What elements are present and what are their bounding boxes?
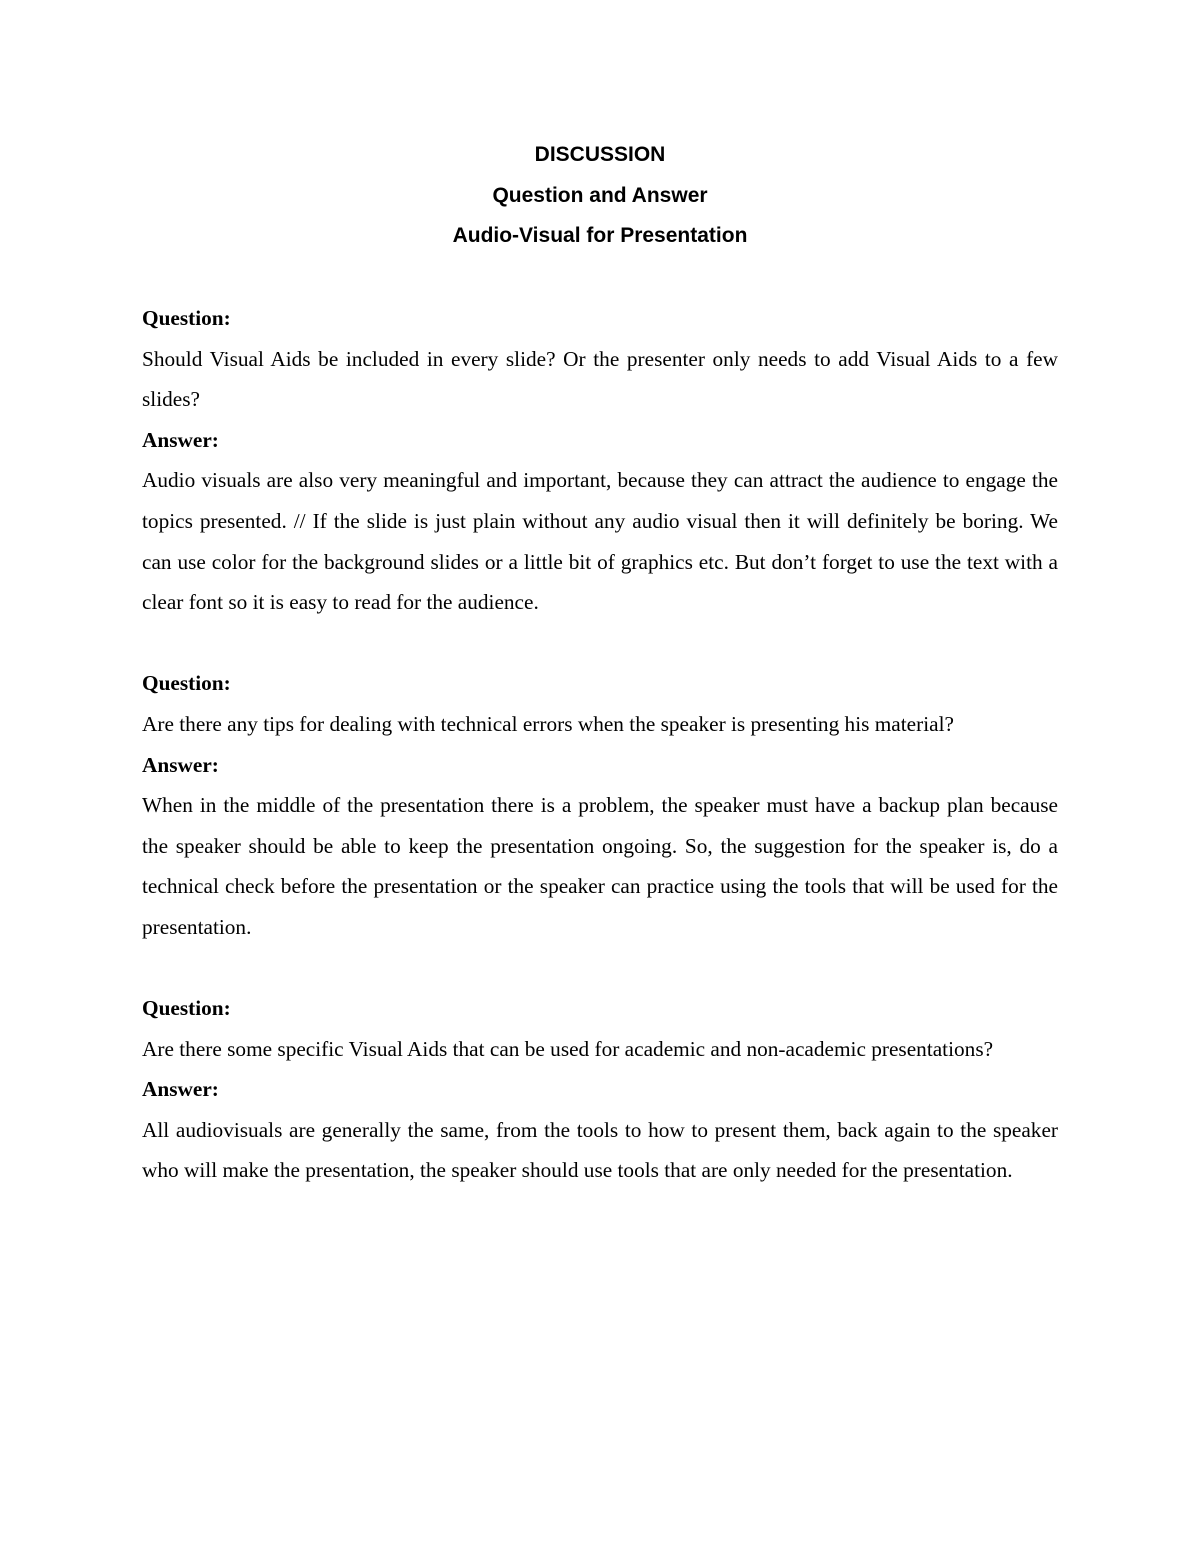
document-subtitle: Question and Answer bbox=[492, 183, 708, 207]
qa-block-1 bbox=[142, 298, 1058, 623]
document-title: DISCUSSION bbox=[534, 143, 666, 166]
question-label: Question: bbox=[142, 306, 231, 330]
document-header bbox=[0, 138, 1200, 260]
question-label: Question: bbox=[142, 671, 231, 696]
answer-label: Answer: bbox=[142, 1077, 219, 1102]
answer-label: Answer: bbox=[142, 752, 219, 777]
answer-text: All audiovisuals are generally the same, from the tools to how to present them, back again to the speaker who will make the presentation, the speaker should use tools that are only needed for the presentation. bbox=[142, 1117, 1058, 1183]
answer-text: When in the middle of the presentation there is a problem, the speaker must have a backup plan because the speaker should be able to keep the presentation ongoing. So, the suggestion for the speaker is, do a technical check before the presentation or the speaker can practice using the tools that will be used for the presentation. bbox=[142, 793, 1058, 939]
document-topic: Audio-Visual for Presentation bbox=[452, 224, 748, 247]
question-text: Are there some specific Visual Aids that can be used for academic and non-academic presentations? bbox=[142, 1036, 994, 1061]
question-text: Are there any tips for dealing with technical errors when the speaker is presenting his material? bbox=[142, 711, 954, 736]
qa-block-2 bbox=[142, 663, 1058, 947]
document-body bbox=[142, 298, 1058, 1191]
answer-text: Audio visuals are also very meaningful and important, because they can attract the audience to engage the topics presented. // If the slide is just plain without any audio visual then it will definitely be boring. We can use color for the background slides or a little bit of graphics etc. But don’t forget to use the text with a clear font so it is easy to read for the audience. bbox=[142, 468, 1058, 615]
question-text: Should Visual Aids be included in every slide? Or the presenter only needs to add Visual Aids to a few slides? bbox=[142, 346, 1058, 412]
question-label: Question: bbox=[142, 996, 231, 1021]
qa-block-3 bbox=[142, 988, 1058, 1191]
answer-label: Answer: bbox=[142, 427, 219, 452]
